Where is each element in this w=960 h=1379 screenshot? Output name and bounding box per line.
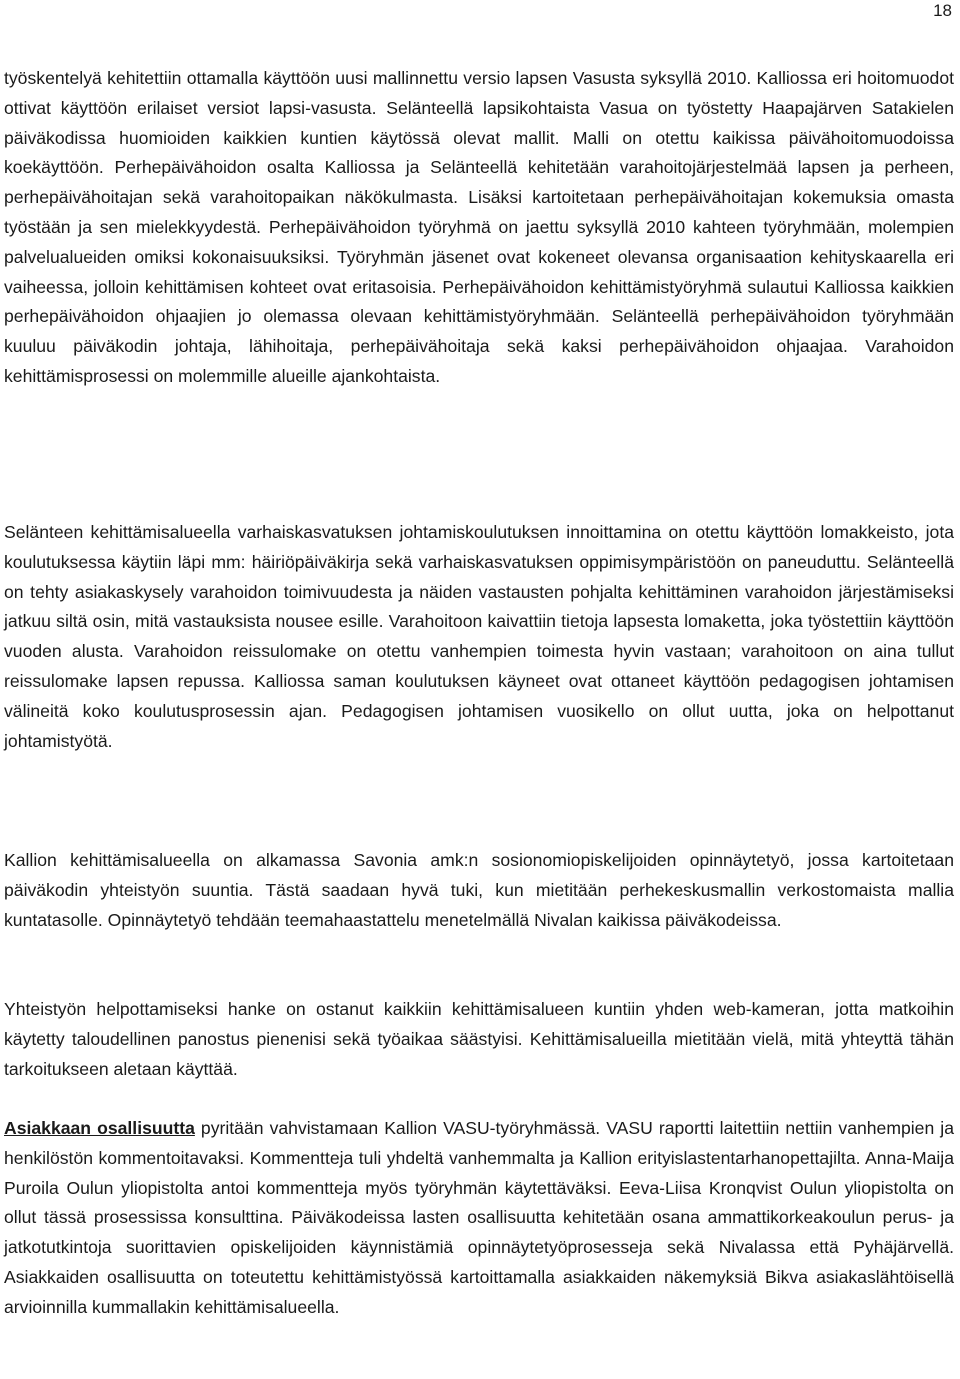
paragraph-kallio: Kallion kehittämisalueella on alkamassa Savonia amk:n sosionomiopiskelijoiden opinnäytetyö, jossa kartoitetaan päiväkodin yhteistyön suuntia. Tästä saadaan hyvä tuki, kun mietitään perhekeskusmallin verkostomaista mallia kuntatasolle. Opinnäytetyö tehdään teemahaastattelu menetelmällä Nivalan kaikissa päiväkodeissa. bbox=[4, 850, 954, 930]
paragraph-selanne: Selänteen kehittämisalueella varhaiskasvatuksen johtamiskoulutuksen innoittamina on otettu käyttöön lomakkeisto, jota koulutuksessa käytiin läpi mm: häiriöpäiväkirja sekä varhaiskasvatuksen oppimisympäristöön on paneuduttu. Selänteellä on tehty asiakaskysely varahoidon toimivuudesta ja näiden vastausten pohjalta kehittäminen varahoidon järjestämiseksi jatkuu siltä osin, mitä vastauksista nousee esille. Varahoitoon kaivattiin tietoja lapsesta lomaketta, joka työstettiin käyttöön vuoden alusta. Varahoidon reissulomake on otettu vanhempien toimesta hyvin vastaan; varahoitoon on aina tullut reissulomake lapsen repussa. Kalliossa saman koulutuksen käyneet ovat ottaneet käyttöön pedagogisen johtamisen välineitä koko koulutusprosessin ajan. Pedagogisen johtamisen vuosikello on ollut uutta, joka on helpottanut johtamistyötä. bbox=[4, 522, 954, 751]
paragraph-vasu: työskentelyä kehitettiin ottamalla käyttöön uusi mallinnettu versio lapsen Vasusta syksyllä 2010. Kalliossa eri hoitomuodot ottivat käyttöön erilaiset versiot lapsi-vasusta. Selänteellä lapsikohtaista Vasua on työstetty Haapajärven Satakielen päiväkodissa huomioiden kaikkien kuntien käytössä olevat mallit. Malli on otettu kaikissa päivähoitomuodoissa koekäyttöön. Perhepäivähoidon osalta Kalliossa ja Selänteellä kehitetään varahoitojärjestelmää lapsen ja perheen, perhepäivähoitajan sekä varahoitopaikan näkökulmasta. Lisäksi kartoitetaan perhepäivähoitajan kokemuksia omasta työstään ja sen mielekkyydestä. Perhepäivähoidon työryhmä on jaettu syksyllä 2010 kahteen työryhmään, molempien palvelualueiden omiksi kokonaisuuksiksi. Työryhmän jäsenet ovat kokeneet olevansa organisaation kehityskaarella eri vaiheessa, jolloin kehittämisen kohteet ovat eritasoisia. Perhepäivähoidon kehittämistyöryhmä sulautui Kalliossa kaikkien perhepäivähoidon ohjaajien jo olemassa olevaan kehittämistyöryhmään. Selänteellä perhepäivähoidon työryhmään kuuluu päiväkodin johtaja, lähihoitaja, perhepäivähoitaja sekä kaksi perhepäivähoidon ohjaajaa. Varahoidon kehittämisprosessi on molemmille alueille ajankohtaista. bbox=[4, 68, 954, 386]
paragraph-participation bbox=[4, 1114, 954, 1323]
page-number: 18 bbox=[933, 1, 952, 20]
paragraph-webcam: Yhteistyön helpottamiseksi hanke on ostanut kaikkiin kehittämisalueen kuntiin yhden web-kameran, jotta matkoihin käytetty taloudellinen panostus pienenisi sekä työaikaa säästyisi. Kehittämisalueilla mietitään vielä, mitä yhteyttä tähän tarkoitukseen aletaan käyttää. bbox=[4, 999, 954, 1079]
participation-heading: Asiakkaan osallisuutta bbox=[4, 1118, 195, 1138]
participation-text: pyritään vahvistamaan Kallion VASU-työryhmässä. VASU raportti laitettiin nettiin vanhempien ja henkilöstön kommentoitavaksi. Kommentteja tuli yhdeltä vanhemmalta ja Kallion erityislastentarhanopettajilta. Anna-Maija Puroila Oulun yliopistolta antoi kommentteja myös työryhmän käytettäväksi. Eeva-Liisa Kronqvist Oulun yliopistolta on ollut tässä prosessissa konsulttina. Päiväkodeissa lasten osallisuutta kehitetään osana ammattikorkeakoulun perus- ja jatkotutkintoja suorittavien opiskelijoiden käynnistämiä opinnäytetyöprosesseja sekä Nivalassa että Pyhäjärvellä. Asiakkaiden osallisuutta on toteutettu kehittämistyössä kartoittamalla asiakkaiden näkemyksiä Bikva asiakaslähtöisellä arvioinnilla kummallakin kehittämisalueella. bbox=[4, 1118, 954, 1317]
